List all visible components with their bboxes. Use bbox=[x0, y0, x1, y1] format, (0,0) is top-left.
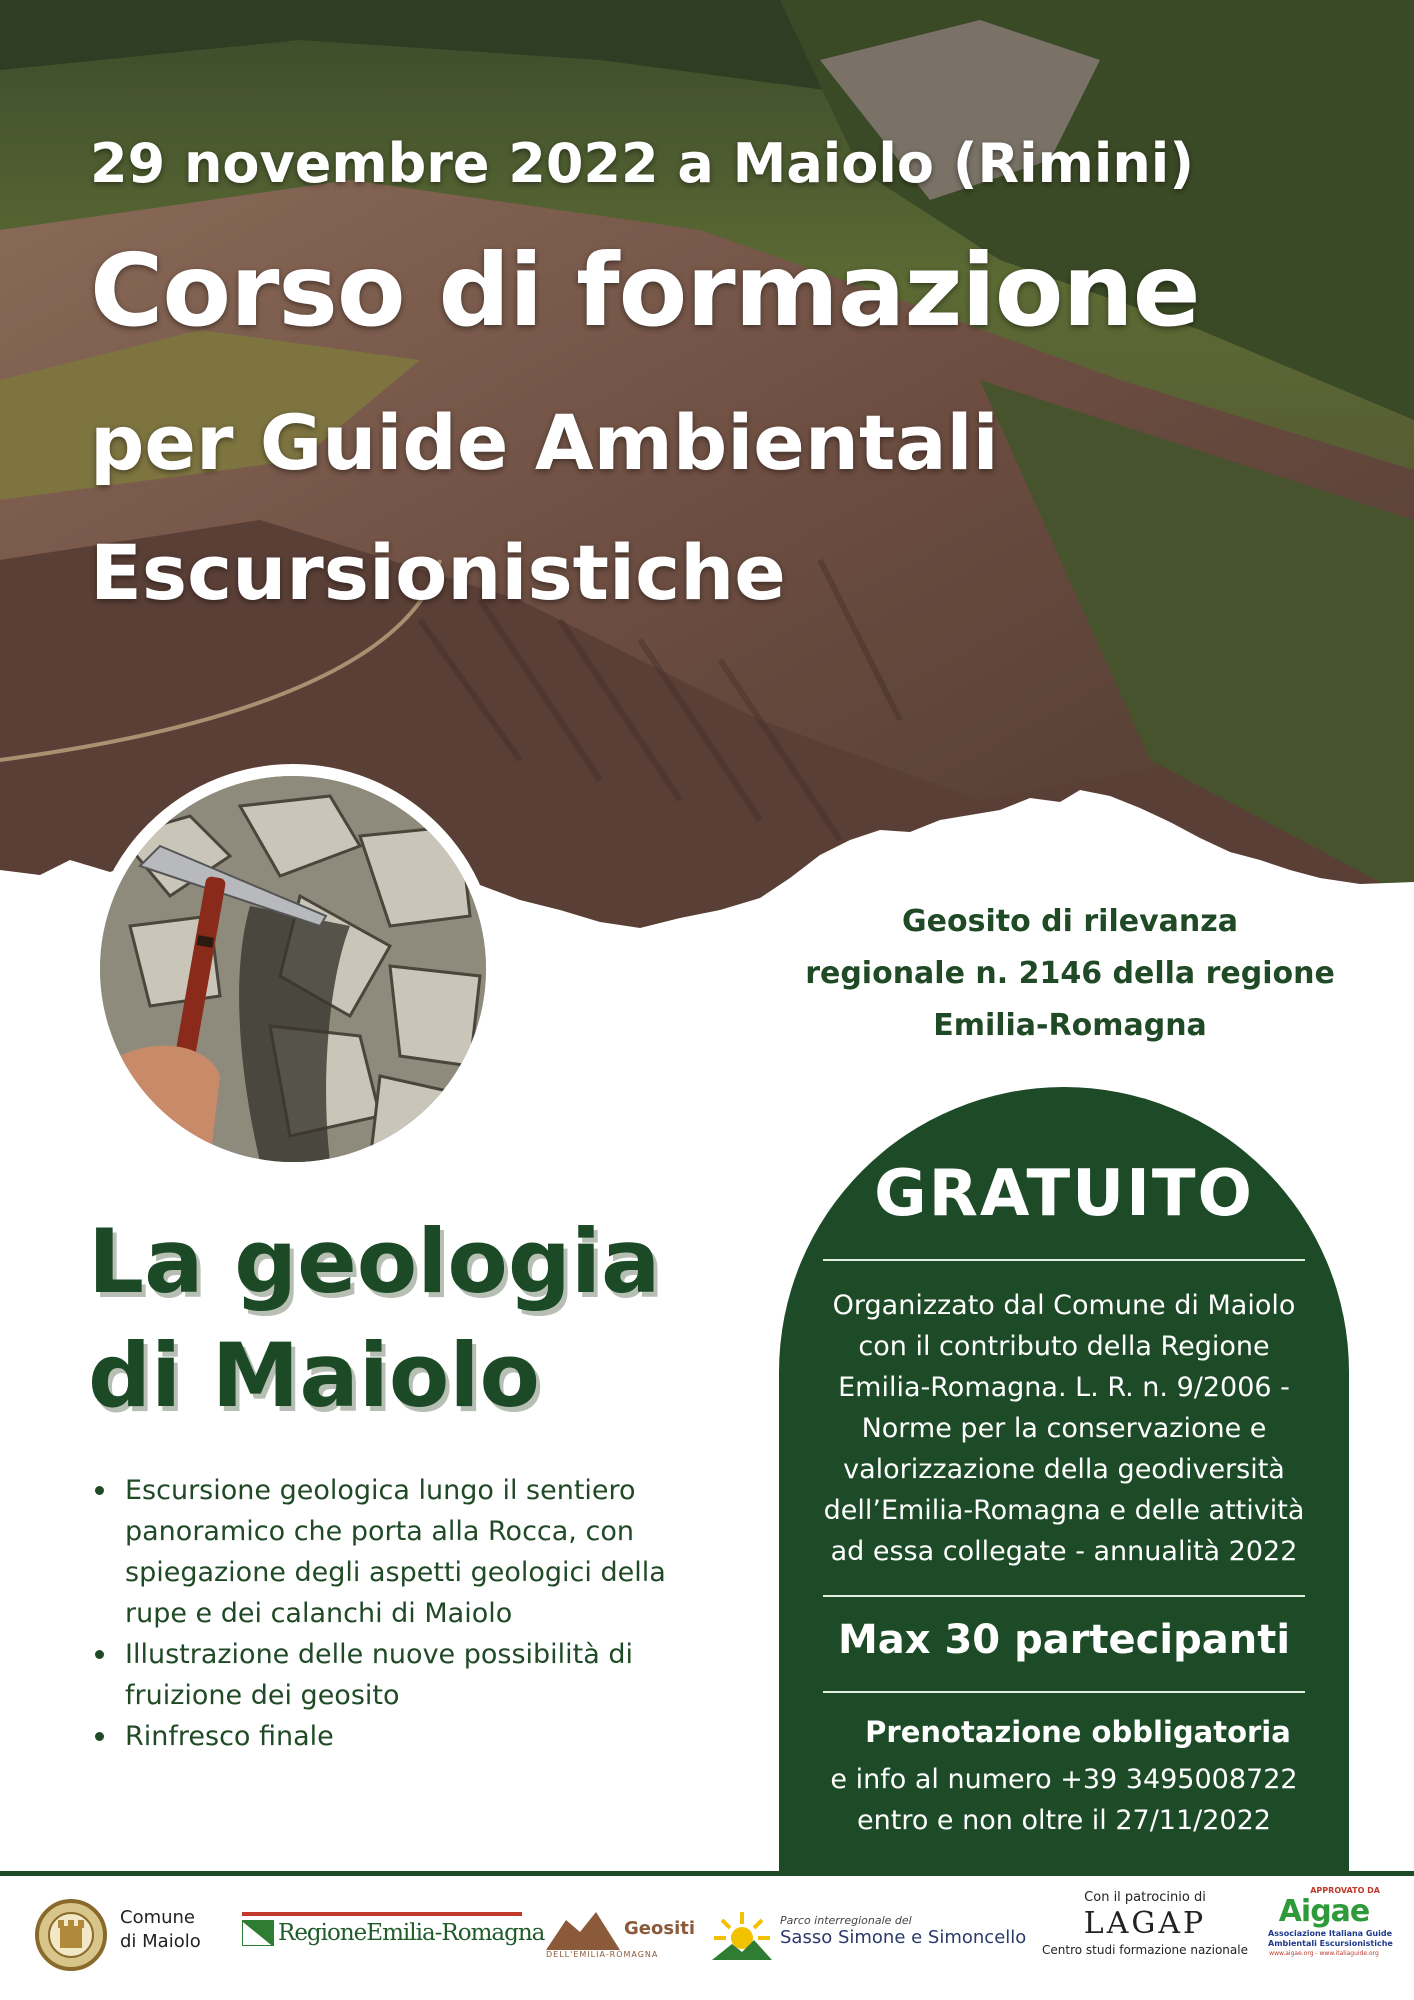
booking-info bbox=[779, 1759, 1349, 1841]
lagap-sub-text: Centro studi formazione nazionale bbox=[1042, 1943, 1248, 1957]
geosito-line1: Geosito di rilevanza bbox=[902, 904, 1238, 939]
sponsor-logos-footer bbox=[0, 1876, 1414, 2000]
section-title bbox=[88, 1205, 660, 1433]
program-bullet-list bbox=[95, 1470, 685, 1757]
booking-deadline: entro e non oltre il 27/11/2022 bbox=[857, 1805, 1271, 1836]
max-participants: Max 30 partecipanti bbox=[837, 1617, 1291, 1663]
geositi-mountain-icon bbox=[546, 1910, 620, 1950]
comune-maiolo-label bbox=[120, 1906, 201, 1954]
regione-flag-icon bbox=[242, 1920, 274, 1946]
lagap-logo-text: LAGAP bbox=[1083, 1906, 1207, 1941]
regione-logo-text: RegioneEmilia-Romagna bbox=[278, 1920, 545, 1946]
booking-required: Prenotazione obbligatoria bbox=[865, 1715, 1291, 1749]
geosito-line2: regionale n. 2146 della regione bbox=[805, 956, 1335, 991]
info-panel bbox=[779, 1087, 1349, 1875]
organizer-line: dell’Emilia-Romagna e delle attività bbox=[823, 1495, 1305, 1526]
geositi-logo-sub: DELL'EMILIA-ROMAGNA bbox=[546, 1950, 659, 1959]
course-title-line2: per Guide Ambientali bbox=[90, 398, 999, 487]
parco-label-line2: Sasso Simone e Simoncello bbox=[780, 1927, 1027, 1948]
event-date-location: 29 novembre 2022 a Maiolo (Rimini) bbox=[90, 132, 1194, 195]
geositi-logo bbox=[546, 1910, 696, 1960]
bullet-item: Rinfresco finale bbox=[95, 1716, 685, 1757]
course-title-line3: Escursionistiche bbox=[90, 528, 786, 617]
geositi-logo-text: Geositi bbox=[624, 1918, 696, 1939]
aigae-logo-text: Aigae bbox=[1278, 1894, 1370, 1929]
comune-label-line1: Comune bbox=[120, 1907, 196, 1928]
panel-divider bbox=[823, 1595, 1305, 1597]
parco-label-line1: Parco interregionale del bbox=[780, 1914, 912, 1927]
organizer-line: Emilia-Romagna. L. R. n. 9/2006 - bbox=[838, 1372, 1290, 1403]
booking-phone: e info al numero +39 3495008722 bbox=[830, 1764, 1298, 1795]
bullet-item: Escursione geologica lungo il sentiero panoramico che porta alla Rocca, con spiegazione degli aspetti geologici della rupe e dei calanchi di Maiolo bbox=[95, 1470, 685, 1634]
geosito-line3: Emilia-Romagna bbox=[933, 1008, 1207, 1043]
comune-label-line2: di Maiolo bbox=[120, 1931, 201, 1952]
geosito-caption bbox=[760, 896, 1380, 1052]
lagap-logo bbox=[1040, 1890, 1250, 1957]
organizer-line: Organizzato dal Comune di Maiolo bbox=[832, 1290, 1296, 1321]
regione-logo-bar bbox=[242, 1912, 522, 1916]
organizer-line: con il contributo della Regione bbox=[858, 1331, 1270, 1362]
regione-emilia-romagna-logo bbox=[242, 1912, 545, 1954]
aigae-badge-text: APPROVATO DA bbox=[1310, 1886, 1380, 1895]
rock-hammer-photo bbox=[88, 764, 498, 1174]
organizer-line: valorizzazione della geodiversità bbox=[843, 1454, 1285, 1485]
organizer-line: ad essa collegate - annualità 2022 bbox=[830, 1536, 1298, 1567]
aigae-logo bbox=[1268, 1886, 1393, 1958]
lagap-top-text: Con il patrocinio di bbox=[1084, 1890, 1206, 1905]
aigae-sub1: Associazione Italiana Guide bbox=[1268, 1929, 1393, 1938]
panel-divider bbox=[823, 1691, 1305, 1693]
gratuito-heading: GRATUITO bbox=[874, 1157, 1254, 1231]
section-title-line2: di Maiolo bbox=[88, 1324, 540, 1427]
aigae-sub2: Ambientali Escursionistiche bbox=[1268, 1939, 1393, 1948]
bullet-item: Illustrazione delle nuove possibilità di fruizione dei geosito bbox=[95, 1634, 685, 1716]
course-title-line1: Corso di formazione bbox=[90, 232, 1200, 349]
aigae-url: www.aigae.org - www.italiaguide.org bbox=[1269, 1950, 1379, 1957]
organizer-line: Norme per la conservazione e bbox=[861, 1413, 1267, 1444]
organizer-text bbox=[799, 1285, 1329, 1572]
panel-divider bbox=[823, 1259, 1305, 1261]
parco-sun-icon bbox=[712, 1908, 772, 1964]
section-title-line1: La geologia bbox=[88, 1210, 661, 1313]
parco-label bbox=[780, 1914, 1026, 1948]
comune-maiolo-crest-icon bbox=[34, 1898, 108, 1972]
